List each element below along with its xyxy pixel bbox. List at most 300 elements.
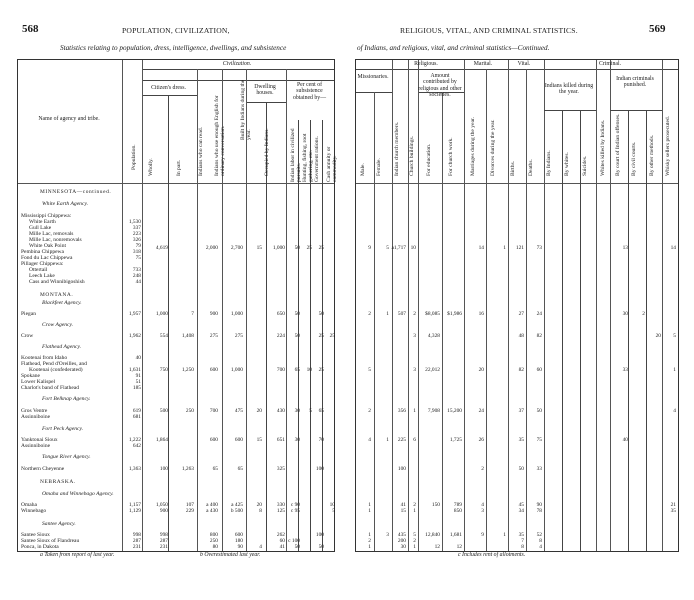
value-court: 30 (622, 311, 628, 317)
value-members: 225 (397, 437, 406, 443)
suicides-column-header: Suicides. (582, 155, 588, 176)
value-buildings: 2 (413, 311, 416, 317)
value-buildings: 3 (413, 367, 416, 373)
divorces-column-header: Divorces during the year. (490, 119, 496, 176)
value-read: 275 (209, 333, 218, 339)
value-male: 1 (368, 544, 371, 550)
value-wholly: 1,864 (155, 437, 168, 443)
value-marriages: 16 (478, 311, 484, 317)
female-column-header: Female. (376, 158, 382, 176)
value-male: 1 (368, 508, 371, 514)
value-occupied: 651 (276, 437, 285, 443)
value-english: 600 (234, 437, 243, 443)
value-in-part: 107 (185, 502, 194, 508)
value-occupied: 700 (276, 367, 285, 373)
value-births: 48 (518, 333, 524, 339)
value-annuity: 25 (329, 333, 335, 339)
population-value: 318 (132, 249, 141, 255)
value-buildings: 1 (413, 544, 416, 550)
value-in-part: 1,250 (181, 367, 194, 373)
whites-killed-column-header: Whites killed by Indians. (600, 119, 606, 176)
population-value: 1,129 (128, 508, 141, 514)
population-value: 642 (132, 443, 141, 449)
agency-heading: Santee Agency. (42, 521, 76, 527)
population-value: 51 (135, 379, 141, 385)
value-labor: 50 (294, 333, 300, 339)
missionaries-group-header: Missionaries. (357, 74, 389, 80)
value-church-work: 850 (453, 508, 462, 514)
population-value: 733 (132, 267, 141, 273)
population-value: 1,631 (128, 367, 141, 373)
state-heading: MINNESOTA—continued. (40, 189, 112, 195)
value-in-part: 7 (191, 311, 194, 317)
value-labor: 50 (294, 311, 300, 317)
value-labor: c 90 (290, 502, 300, 508)
value-births: 27 (518, 311, 524, 317)
value-deaths: 8 (539, 538, 542, 544)
state-heading: NEBRASKA. (40, 479, 76, 485)
value-male: 2 (368, 408, 371, 414)
by-whites-column-header: By whites. (564, 152, 570, 176)
value-court: 13 (622, 245, 628, 251)
value-english: 65 (237, 466, 243, 472)
population-value: 1,157 (128, 502, 141, 508)
agency-heading: Tongue River Agency. (42, 454, 91, 460)
population-value: 326 (132, 237, 141, 243)
value-buildings: 1 (413, 508, 416, 514)
value-occupied: 650 (276, 311, 285, 317)
value-whisky: 35 (670, 508, 676, 514)
value-built: 15 (256, 245, 262, 251)
value-read: a 430 (206, 508, 218, 514)
footnote-a: a Taken from report of last year. (40, 552, 115, 558)
value-english: b 500 (230, 508, 243, 514)
value-members: 507 (397, 311, 406, 317)
value-births: 50 (518, 466, 524, 472)
value-hunting: 10 (306, 367, 312, 373)
value-wholly: 750 (159, 367, 168, 373)
value-labor: 50 (294, 245, 300, 251)
value-male: 2 (368, 311, 371, 317)
value-buildings: 5 (413, 532, 416, 538)
value-buildings: 2 (413, 538, 416, 544)
amount-group-header: Amount contributed by religious and other societies. (418, 73, 462, 99)
occupied-column-header: Occupied by Indians. (264, 128, 270, 176)
value-read: 900 (209, 311, 218, 317)
value-read: a 400 (206, 502, 218, 508)
value-english: 2,700 (230, 245, 243, 251)
criminal-group-header: Criminal. (598, 61, 622, 67)
value-whisky: 21 (670, 502, 676, 508)
value-church-work: 1,725 (449, 437, 462, 443)
value-marriages: 14 (478, 245, 484, 251)
value-deaths: 73 (536, 245, 542, 251)
value-english: 600 (234, 532, 243, 538)
value-buildings: 1 (413, 408, 416, 414)
value-wholly: 231 (159, 544, 168, 550)
value-read: 250 (209, 538, 218, 544)
value-marriages: 20 (478, 367, 484, 373)
population-value: 681 (132, 414, 141, 420)
deaths-column-header: Deaths. (528, 159, 534, 176)
value-births: 45 (518, 502, 524, 508)
value-divorces: 1 (503, 532, 506, 538)
value-court: 40 (622, 437, 628, 443)
value-whisky: 1 (673, 367, 676, 373)
criminals-punished-group-header: Indian criminals punished. (616, 76, 654, 89)
english-column-header: Indians who use enough English for ordinary conversation. (214, 95, 226, 176)
right-page-number: 569 (649, 23, 666, 35)
tribe-name: Mille Lac, nonremovals (29, 237, 82, 243)
tribe-name: White Oak Point (29, 243, 66, 249)
value-occupied: 430 (276, 408, 285, 414)
tribe-name: Spokane (21, 373, 40, 379)
value-english: 90 (237, 544, 243, 550)
value-deaths: 33 (536, 466, 542, 472)
value-marriages: 3 (481, 508, 484, 514)
left-subtitle: Statistics relating to population, dress, intelligence, dwellings, and subsistence (60, 44, 287, 52)
for-education-column-header: For education. (426, 143, 432, 176)
population-column-header: Population. (131, 144, 137, 170)
value-deaths: 50 (536, 408, 542, 414)
footnote-b: b Overestimated last year. (200, 552, 261, 558)
value-in-part: 250 (185, 408, 194, 414)
value-rations: 50 (318, 544, 324, 550)
population-value: 1,363 (128, 466, 141, 472)
tribe-name: Pillager Chippewa: (21, 261, 64, 267)
value-members: 356 (397, 408, 406, 414)
value-wholly: 998 (159, 532, 168, 538)
indians-killed-group-header: Indians killed during the year. (544, 83, 594, 96)
value-buildings: 10 (410, 245, 416, 251)
value-wholly: 1,000 (155, 311, 168, 317)
tribe-name: Gull Lake (29, 225, 52, 231)
agency-heading: Omaha and Winnebago Agency. (42, 491, 114, 497)
value-read: 600 (209, 367, 218, 373)
value-rations: 50 (318, 311, 324, 317)
value-births: 7 (521, 538, 524, 544)
annuity-column-header: Cash annuity or commodity. (326, 146, 338, 182)
value-buildings: 2 (413, 502, 416, 508)
tribe-name: Yanktonai Sioux (21, 437, 58, 443)
tribe-name: Winnebago (21, 508, 47, 514)
houses-built-column-header: Built by Indians during the year. (240, 79, 252, 140)
value-marriages: 4 (481, 502, 484, 508)
value-in-part: 1,408 (181, 333, 194, 339)
value-english: 275 (234, 333, 243, 339)
value-church-work: 1,681 (449, 532, 462, 538)
value-labor: 30 (294, 437, 300, 443)
marriages-column-header: Marriages during the year. (470, 116, 476, 176)
population-value: 185 (132, 385, 141, 391)
births-column-header: Births. (510, 160, 516, 176)
value-labor: c 95 (290, 508, 300, 514)
value-births: 37 (518, 408, 524, 414)
value-occupied: 1,000 (272, 245, 285, 251)
agency-tribe-column-header: Name of agency and tribe. (38, 116, 100, 122)
value-labor: 65 (294, 367, 300, 373)
value-labor: 30 (294, 408, 300, 414)
population-value: 1,530 (128, 219, 141, 225)
value-deaths: 52 (536, 532, 542, 538)
tribe-name: Omaha (21, 502, 37, 508)
value-births: 121 (515, 245, 524, 251)
value-births: 8 (521, 544, 524, 550)
value-whisky: 14 (670, 245, 676, 251)
value-deaths: 90 (536, 502, 542, 508)
value-female: 1 (386, 311, 389, 317)
citizens-dress-group-header: Citizen's dress. (151, 85, 186, 91)
value-built: 4 (259, 544, 262, 550)
value-church-work: $1,986 (447, 311, 462, 317)
value-occupied: 330 (276, 502, 285, 508)
population-value: 1,962 (128, 333, 141, 339)
value-whisky: 5 (673, 333, 676, 339)
value-wholly: 100 (159, 466, 168, 472)
value-wholly: 4,619 (155, 245, 168, 251)
tribe-name: Assinniboine (21, 443, 51, 449)
left-page-number: 568 (22, 23, 39, 35)
value-education: 12 (434, 544, 440, 550)
value-read: 2,000 (205, 245, 218, 251)
religious-group-header: Religious. (414, 61, 438, 67)
value-occupied: 262 (276, 532, 285, 538)
value-wholly: 900 (159, 508, 168, 514)
tribe-name: Flathead, Pend d'Oreilles, and (21, 361, 87, 367)
tribe-name: White Earth (29, 219, 56, 225)
value-built: 20 (256, 502, 262, 508)
value-marriages: 26 (478, 437, 484, 443)
value-births: 82 (518, 367, 524, 373)
value-other: 20 (655, 333, 661, 339)
value-members: 100 (397, 466, 406, 472)
value-education: 7,908 (427, 408, 440, 414)
value-deaths: 78 (536, 508, 542, 514)
value-annuity: 5 (332, 508, 335, 514)
value-members: 200 (397, 538, 406, 544)
value-education: 12,840 (425, 532, 440, 538)
population-value: 75 (135, 255, 141, 261)
value-english: 1,000 (230, 311, 243, 317)
subsistence-group-header: Per cent of subsistence obtained by— (292, 82, 326, 101)
tribe-name: Fond du Lac Chippewa (21, 255, 73, 261)
value-built: 15 (256, 437, 262, 443)
value-occupied: 325 (276, 466, 285, 472)
right-table (355, 59, 679, 552)
value-education: 4,328 (427, 333, 440, 339)
by-indians-column-header: By Indians. (546, 150, 552, 176)
value-church-work: 789 (453, 502, 462, 508)
tribe-name: Mille Lac, removals (29, 231, 74, 237)
in-part-column-header: In part. (176, 159, 182, 176)
value-occupied: 41 (279, 544, 285, 550)
value-labor: 50 (294, 544, 300, 550)
state-heading: MONTANA. (40, 292, 74, 298)
value-occupied: 60 (279, 538, 285, 544)
footnote-c: c Includes rent of allotments. (458, 552, 526, 558)
value-in-part: 229 (185, 508, 194, 514)
value-male: 9 (368, 245, 371, 251)
value-rations: 100 (315, 532, 324, 538)
value-read: 80 (212, 544, 218, 550)
value-divorces: 1 (503, 245, 506, 251)
left-running-title: POPULATION, CIVILIZATION, (122, 26, 230, 35)
value-read: 600 (209, 437, 218, 443)
value-english: 180 (234, 538, 243, 544)
hunting-column-header: Hunting, fishing, root gathering, etc. (302, 133, 314, 182)
agency-heading: White Earth Agency. (42, 201, 89, 207)
value-read: 800 (209, 532, 218, 538)
value-female: 5 (386, 245, 389, 251)
tribe-name: Charlot's band of Flathead (21, 385, 79, 391)
value-wholly: 287 (159, 538, 168, 544)
court-offenses-column-header: By court of Indian offenses. (615, 113, 621, 176)
for-church-work-column-header: For church work. (448, 137, 454, 176)
value-buildings: 3 (413, 333, 416, 339)
value-occupied: 224 (276, 333, 285, 339)
value-male: 1 (368, 532, 371, 538)
value-members: 435 (397, 532, 406, 538)
population-value: 1,957 (128, 311, 141, 317)
value-wholly: 1,050 (155, 502, 168, 508)
value-rations: 100 (315, 466, 324, 472)
value-births: 34 (518, 508, 524, 514)
population-value: 91 (135, 373, 141, 379)
agency-heading: Flathead Agency. (42, 344, 82, 350)
value-occupied: 125 (276, 508, 285, 514)
value-civil: 2 (642, 311, 645, 317)
value-births: 35 (518, 437, 524, 443)
value-births: 35 (518, 532, 524, 538)
right-running-title: RELIGIOUS, VITAL, AND CRIMINAL STATISTICS. (400, 26, 578, 35)
agency-heading: Blackfeet Agency. (42, 300, 82, 306)
population-value: 1,222 (128, 437, 141, 443)
value-male: 1 (368, 502, 371, 508)
value-rations: 70 (318, 437, 324, 443)
value-english: 475 (234, 408, 243, 414)
value-buildings: 6 (413, 437, 416, 443)
population-value: 998 (132, 532, 141, 538)
rations-column-header: Government rations. (314, 136, 320, 182)
tribe-name: Cass and Winnibigoshish (29, 279, 85, 285)
value-read: 65 (212, 466, 218, 472)
population-value: 44 (135, 279, 141, 285)
civil-courts-column-header: By civil courts. (631, 141, 637, 176)
value-education: 150 (431, 502, 440, 508)
value-male: 2 (368, 538, 371, 544)
value-rations: 25 (318, 367, 324, 373)
value-deaths: 24 (536, 311, 542, 317)
tribe-name: Lower Kalispel (21, 379, 56, 385)
civilization-group-header: Civilization. (222, 61, 252, 67)
population-value: 619 (132, 408, 141, 414)
population-value: 231 (132, 544, 141, 550)
population-value: 79 (135, 243, 141, 249)
value-whisky: 4 (673, 408, 676, 414)
value-built: 20 (256, 408, 262, 414)
value-english: 1,000 (230, 367, 243, 373)
value-members: 15 (400, 508, 406, 514)
can-read-column-header: Indians who can read. (198, 126, 204, 176)
tribe-name: Piegan (21, 311, 36, 317)
tribe-name: Leech Lake (29, 273, 55, 279)
tribe-name: Northern Cheyenne (21, 466, 65, 472)
other-methods-column-header: By other methods. (649, 134, 655, 176)
value-court: 33 (622, 367, 628, 373)
value-deaths: 4 (539, 544, 542, 550)
value-female: 1 (386, 437, 389, 443)
tribe-name: Santee Sioux of Flandreau (21, 538, 80, 544)
labor-column-header: Indian labor in civilized pursuits. (290, 128, 302, 182)
value-marriages: 24 (478, 408, 484, 414)
marital-group-header: Marital. (473, 61, 493, 67)
value-members: a1,717 (391, 245, 406, 251)
value-rations: 25 (318, 333, 324, 339)
agency-heading: Fort Peck Agency. (42, 426, 84, 432)
value-deaths: 60 (536, 367, 542, 373)
church-buildings-column-header: Church buildings. (409, 135, 415, 176)
value-church-work: 12 (456, 544, 462, 550)
value-female: 3 (386, 532, 389, 538)
wholly-column-header: Wholly. (148, 158, 154, 176)
value-built: 8 (259, 508, 262, 514)
value-education: $8,085 (425, 311, 440, 317)
value-members: 41 (400, 502, 406, 508)
value-labor: c 100 (288, 538, 300, 544)
tribe-name: Kootenai from Idaho (21, 355, 68, 361)
value-education: 22,012 (425, 367, 440, 373)
agency-heading: Fort Belknap Agency. (42, 396, 91, 402)
value-marriages: 9 (481, 532, 484, 538)
tribe-name: Mississippi Chippewa: (21, 213, 72, 219)
value-members: 30 (400, 544, 406, 550)
value-marriages: 2 (481, 466, 484, 472)
tribe-name: Ponca, in Dakota (21, 544, 59, 550)
tribe-name: Assinniboine (21, 414, 51, 420)
tribe-name: Santee Sioux (21, 532, 50, 538)
vital-group-header: Vital. (517, 61, 531, 67)
value-wholly: 554 (159, 333, 168, 339)
dwelling-houses-group-header: Dwelling houses. (254, 84, 276, 97)
value-wholly: 500 (159, 408, 168, 414)
value-english: a 425 (231, 502, 243, 508)
value-male: 4 (368, 437, 371, 443)
value-church-work: 15,200 (447, 408, 462, 414)
value-hunting: 5 (309, 408, 312, 414)
value-deaths: 75 (536, 437, 542, 443)
value-annuity: 10 (329, 502, 335, 508)
value-deaths: 82 (536, 333, 542, 339)
population-value: 40 (135, 355, 141, 361)
value-in-part: 1,263 (181, 466, 194, 472)
value-read: 700 (209, 408, 218, 414)
tribe-name: Kootenai (confederated) (29, 367, 83, 373)
tribe-name: Crow (21, 333, 34, 339)
value-rations: 25 (318, 245, 324, 251)
male-column-header: Male. (360, 163, 366, 176)
population-value: 223 (132, 231, 141, 237)
agency-heading: Crow Agency. (42, 322, 74, 328)
church-members-column-header: Indian church members. (394, 121, 400, 176)
value-hunting: 25 (306, 245, 312, 251)
tribe-name: Pembina Chippewa (21, 249, 64, 255)
value-rations: 65 (318, 408, 324, 414)
whisky-sellers-column-header: Whisky sellers prosecuted. (665, 115, 671, 176)
tribe-name: Gros Ventre (21, 408, 48, 414)
value-male: 5 (368, 367, 371, 373)
population-value: 287 (132, 538, 141, 544)
right-subtitle: of Indians, and religious, vital, and criminal statistics—Continued. (357, 44, 550, 52)
